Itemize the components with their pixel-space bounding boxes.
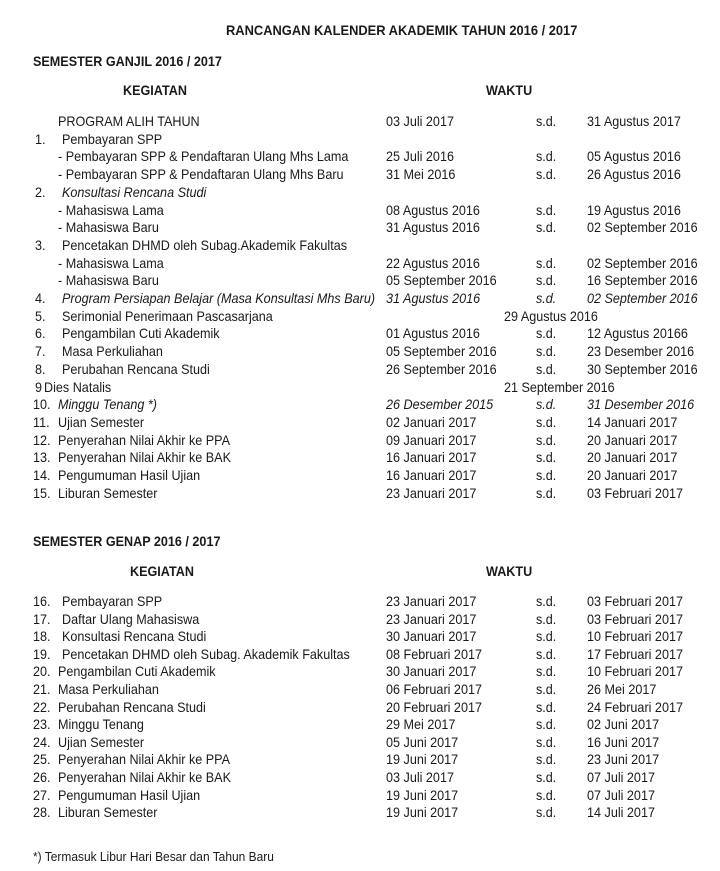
end-date: 17 Februari 2017 xyxy=(587,645,683,662)
start-date: 20 Februari 2017 xyxy=(386,698,482,715)
table-row xyxy=(0,166,720,184)
sd-separator: s.d. xyxy=(536,681,557,697)
start-date: 08 Februari 2017 xyxy=(386,645,482,662)
sd-separator: s.d. xyxy=(536,396,557,413)
sd-separator: s.d. xyxy=(536,663,557,680)
document-title: RANCANGAN KALENDER AKADEMIK TAHUN 2016 / 2017 xyxy=(226,22,578,38)
start-date: 03 Juli 2017 xyxy=(386,113,454,129)
single-date: 21 September 2016 xyxy=(504,378,615,395)
table-row xyxy=(0,611,720,629)
sd-separator: s.d. xyxy=(536,786,557,803)
activity-label: Perubahan Rencana Studi xyxy=(58,698,206,715)
start-date: 26 Desember 2015 xyxy=(386,396,494,413)
activity-label: - Pembayaran SPP & Pendaftaran Ulang Mhs Lama xyxy=(58,148,349,165)
row-number: 26. xyxy=(33,769,51,785)
sd-separator: s.d. xyxy=(536,413,557,430)
end-date: 05 Agustus 2016 xyxy=(587,148,681,165)
start-date: 29 Mei 2017 xyxy=(386,716,456,733)
table-row xyxy=(0,414,720,432)
activity-label: Pembayaran SPP xyxy=(62,593,163,609)
genap-kegiatan-header: KEGIATAN xyxy=(130,563,194,579)
start-date: 16 Januari 2017 xyxy=(386,449,477,466)
end-date: 03 Februari 2017 xyxy=(587,484,683,501)
end-date: 20 Januari 2017 xyxy=(587,431,678,448)
table-row xyxy=(0,290,720,308)
end-date: 10 Februari 2017 xyxy=(587,663,683,680)
activity-label: Daftar Ulang Mahasiswa xyxy=(62,610,200,627)
row-number: 23. xyxy=(33,716,51,733)
start-date: 19 Juni 2017 xyxy=(386,751,459,768)
activity-label: - Mahasiswa Lama xyxy=(58,201,164,218)
activity-label: Perubahan Rencana Studi xyxy=(62,360,210,377)
table-row xyxy=(0,131,720,149)
start-date: 31 Agustus 2016 xyxy=(386,219,480,236)
end-date: 16 September 2016 xyxy=(587,272,698,289)
end-date: 20 Januari 2017 xyxy=(587,449,678,466)
end-date: 02 September 2016 xyxy=(587,290,698,306)
activity-label: Pencetakan DHMD oleh Subag. Akademik Fakultas xyxy=(62,645,350,662)
activity-label: Minggu Tenang *) xyxy=(58,396,158,413)
table-row xyxy=(0,113,720,131)
table-row xyxy=(0,449,720,467)
start-date: 30 Januari 2017 xyxy=(386,663,477,680)
sd-separator: s.d. xyxy=(536,272,557,289)
table-row xyxy=(0,699,720,717)
start-date: 01 Agustus 2016 xyxy=(386,325,480,342)
row-number: 15. xyxy=(33,484,51,501)
activity-label: - Pembayaran SPP & Pendaftaran Ulang Mhs Baru xyxy=(58,166,344,183)
row-number: 20. xyxy=(33,663,51,680)
end-date: 23 Desember 2016 xyxy=(587,343,695,360)
start-date: 30 Januari 2017 xyxy=(386,628,477,645)
table-row xyxy=(0,804,720,822)
row-number: 2. xyxy=(35,183,46,200)
row-number: 6. xyxy=(35,325,46,342)
row-number: 16. xyxy=(33,593,51,609)
activity-label: Ujian Semester xyxy=(58,733,145,750)
sd-separator: s.d. xyxy=(536,360,557,377)
table-row xyxy=(0,432,720,450)
row-number: 8. xyxy=(35,360,46,377)
table-row xyxy=(0,681,720,699)
row-number: 28. xyxy=(33,804,51,821)
start-date: 05 September 2016 xyxy=(386,343,497,360)
start-date: 23 Januari 2017 xyxy=(386,593,477,609)
start-date: 19 Juni 2017 xyxy=(386,786,459,803)
row-number: 21. xyxy=(33,681,51,697)
sd-separator: s.d. xyxy=(536,113,557,129)
row-number: 17. xyxy=(33,610,51,627)
table-row xyxy=(0,716,720,734)
table-row xyxy=(0,787,720,805)
start-date: 23 Januari 2017 xyxy=(386,484,477,501)
activity-label: Penyerahan Nilai Akhir ke PPA xyxy=(58,751,231,768)
activity-label: Liburan Semester xyxy=(58,484,158,501)
table-row xyxy=(0,255,720,273)
end-date: 02 Juni 2017 xyxy=(587,716,660,733)
end-date: 31 Desember 2016 xyxy=(587,396,695,413)
end-date: 07 Juli 2017 xyxy=(587,769,655,785)
table-row xyxy=(0,308,720,326)
sd-separator: s.d. xyxy=(536,254,557,271)
end-date: 02 September 2016 xyxy=(587,219,698,236)
sd-separator: s.d. xyxy=(536,219,557,236)
start-date: 03 Juli 2017 xyxy=(386,769,454,785)
table-row xyxy=(0,751,720,769)
row-number: 24. xyxy=(33,733,51,750)
activity-label: Masa Perkuliahan xyxy=(62,343,163,360)
activity-label: Program Persiapan Belajar (Masa Konsultasi Mhs Baru) xyxy=(62,290,376,306)
activity-label: Masa Perkuliahan xyxy=(58,681,159,697)
sd-separator: s.d. xyxy=(536,593,557,609)
sd-separator: s.d. xyxy=(536,698,557,715)
row-number: 25. xyxy=(33,751,51,768)
semester-genap-heading: SEMESTER GENAP 2016 / 2017 xyxy=(33,533,221,549)
sd-separator: s.d. xyxy=(536,325,557,342)
table-row xyxy=(0,593,720,611)
activity-label: Penyerahan Nilai Akhir ke BAK xyxy=(58,449,231,466)
end-date: 14 Januari 2017 xyxy=(587,413,678,430)
start-date: 31 Mei 2016 xyxy=(386,166,456,183)
row-number: 1. xyxy=(35,130,46,147)
sd-separator: s.d. xyxy=(536,804,557,821)
sd-separator: s.d. xyxy=(536,751,557,768)
sd-separator: s.d. xyxy=(536,449,557,466)
table-row xyxy=(0,396,720,414)
sd-separator: s.d. xyxy=(536,645,557,662)
sd-separator: s.d. xyxy=(536,201,557,218)
end-date: 03 Februari 2017 xyxy=(587,610,683,627)
start-date: 22 Agustus 2016 xyxy=(386,254,480,271)
activity-label: Minggu Tenang xyxy=(58,716,144,733)
activity-label: Konsultasi Rencana Studi xyxy=(62,183,207,200)
table-row xyxy=(0,467,720,485)
table-row xyxy=(0,343,720,361)
ganjil-waktu-header: WAKTU xyxy=(486,82,533,98)
table-row xyxy=(0,272,720,290)
end-date: 20 Januari 2017 xyxy=(587,467,678,483)
table-row xyxy=(0,646,720,664)
table-row xyxy=(0,663,720,681)
end-date: 30 September 2016 xyxy=(587,360,698,377)
end-date: 12 Agustus 20166 xyxy=(587,325,688,342)
end-date: 19 Agustus 2016 xyxy=(587,201,681,218)
start-date: 19 Juni 2017 xyxy=(386,804,459,821)
table-row xyxy=(0,361,720,379)
row-number: 12. xyxy=(33,431,51,448)
row-number: 5. xyxy=(35,307,46,324)
activity-label: Pengambilan Cuti Akademik xyxy=(58,663,216,680)
end-date: 26 Mei 2017 xyxy=(587,681,657,697)
sd-separator: s.d. xyxy=(536,148,557,165)
table-row xyxy=(0,379,720,397)
activity-label: - Mahasiswa Baru xyxy=(58,272,159,289)
end-date: 07 Juli 2017 xyxy=(587,786,655,803)
row-number: 10. xyxy=(33,396,51,413)
activity-label: Liburan Semester xyxy=(58,804,158,821)
table-row xyxy=(0,184,720,202)
activity-label: Konsultasi Rencana Studi xyxy=(62,628,207,645)
row-number: 7. xyxy=(35,343,46,360)
start-date: 26 September 2016 xyxy=(386,360,497,377)
row-number: 14. xyxy=(33,467,51,483)
sd-separator: s.d. xyxy=(536,343,557,360)
genap-waktu-header: WAKTU xyxy=(486,563,533,579)
row-number: 19. xyxy=(33,645,51,662)
activity-label: PROGRAM ALIH TAHUN xyxy=(58,113,200,129)
end-date: 10 Februari 2017 xyxy=(587,628,683,645)
activity-label: Pengumuman Hasil Ujian xyxy=(58,786,201,803)
activity-label: Pengumuman Hasil Ujian xyxy=(58,467,201,483)
row-number: 9 xyxy=(35,378,43,395)
ganjil-kegiatan-header: KEGIATAN xyxy=(123,82,187,98)
start-date: 05 September 2016 xyxy=(386,272,497,289)
activity-label: Penyerahan Nilai Akhir ke PPA xyxy=(58,431,231,448)
sd-separator: s.d. xyxy=(536,431,557,448)
footnote: *) Termasuk Libur Hari Besar dan Tahun Baru xyxy=(33,849,274,864)
start-date: 08 Agustus 2016 xyxy=(386,201,480,218)
semester-ganjil-heading: SEMESTER GANJIL 2016 / 2017 xyxy=(33,53,222,69)
start-date: 23 Januari 2017 xyxy=(386,610,477,627)
table-row xyxy=(0,628,720,646)
sd-separator: s.d. xyxy=(536,716,557,733)
start-date: 05 Juni 2017 xyxy=(386,733,459,750)
activity-label: Ujian Semester xyxy=(58,413,145,430)
table-row xyxy=(0,734,720,752)
activity-label: Penyerahan Nilai Akhir ke BAK xyxy=(58,769,231,785)
end-date: 24 Februari 2017 xyxy=(587,698,683,715)
sd-separator: s.d. xyxy=(536,484,557,501)
sd-separator: s.d. xyxy=(536,290,557,306)
table-row xyxy=(0,485,720,503)
activity-label: Pencetakan DHMD oleh Subag.Akademik Fakultas xyxy=(62,236,348,253)
start-date: 16 Januari 2017 xyxy=(386,467,477,483)
row-number: 4. xyxy=(35,290,46,306)
activity-label: - Mahasiswa Lama xyxy=(58,254,164,271)
sd-separator: s.d. xyxy=(536,166,557,183)
sd-separator: s.d. xyxy=(536,733,557,750)
row-number: 22. xyxy=(33,698,51,715)
start-date: 25 Juli 2016 xyxy=(386,148,454,165)
table-row xyxy=(0,202,720,220)
activity-label: - Mahasiswa Baru xyxy=(58,219,159,236)
single-date: 29 Agustus 2016 xyxy=(504,307,598,324)
end-date: 26 Agustus 2016 xyxy=(587,166,681,183)
row-number: 11. xyxy=(33,413,50,430)
sd-separator: s.d. xyxy=(536,628,557,645)
end-date: 14 Juli 2017 xyxy=(587,804,655,821)
row-number: 3. xyxy=(35,236,46,253)
table-row xyxy=(0,769,720,787)
start-date: 06 Februari 2017 xyxy=(386,681,482,697)
table-row xyxy=(0,148,720,166)
end-date: 03 Februari 2017 xyxy=(587,593,683,609)
table-row xyxy=(0,219,720,237)
sd-separator: s.d. xyxy=(536,467,557,483)
sd-separator: s.d. xyxy=(536,610,557,627)
start-date: 31 Agustus 2016 xyxy=(386,290,481,306)
end-date: 23 Juni 2017 xyxy=(587,751,660,768)
activity-label: Pengambilan Cuti Akademik xyxy=(62,325,220,342)
sd-separator: s.d. xyxy=(536,769,557,785)
activity-label: Pembayaran SPP xyxy=(62,130,163,147)
row-number: 13. xyxy=(33,449,51,466)
end-date: 02 September 2016 xyxy=(587,254,698,271)
activity-label: Serimonial Penerimaan Pascasarjana xyxy=(62,307,273,324)
table-row xyxy=(0,237,720,255)
activity-label: Dies Natalis xyxy=(44,378,112,395)
row-number: 27. xyxy=(33,786,51,803)
end-date: 31 Agustus 2017 xyxy=(587,113,681,129)
table-row xyxy=(0,325,720,343)
row-number: 18. xyxy=(33,628,51,645)
end-date: 16 Juni 2017 xyxy=(587,733,660,750)
start-date: 09 Januari 2017 xyxy=(386,431,477,448)
start-date: 02 Januari 2017 xyxy=(386,413,477,430)
